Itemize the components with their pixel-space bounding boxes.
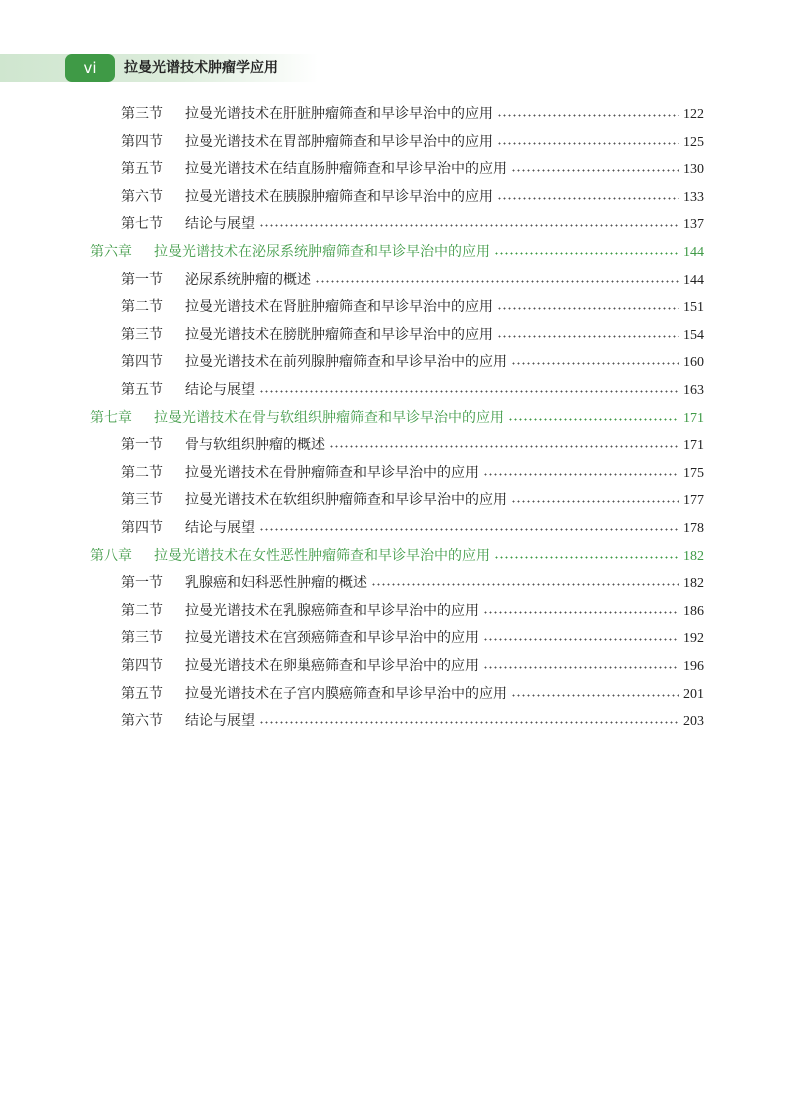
toc-entry-number: 第一节 — [121, 271, 163, 288]
toc-entry-page: 186 — [683, 603, 704, 619]
toc-section-entry[interactable] — [121, 156, 704, 183]
toc-entry-page: 175 — [683, 465, 704, 481]
dot-leader — [259, 528, 679, 531]
dot-leader — [494, 252, 679, 255]
toc-entry-number: 第三节 — [121, 630, 163, 647]
dot-leader — [497, 114, 679, 117]
toc-entry-title: 拉曼光谱技术在肝脏肿瘤筛查和早诊早治中的应用 — [185, 106, 493, 122]
dot-leader — [329, 445, 679, 448]
toc-section-entry[interactable] — [121, 322, 704, 349]
toc-entry-page: 125 — [683, 134, 704, 150]
toc-entry-title: 拉曼光谱技术在膀胱肿瘤筛查和早诊早治中的应用 — [185, 326, 493, 343]
toc-entry-page: 192 — [683, 631, 704, 647]
toc-entry-page: 203 — [683, 714, 704, 730]
toc-entry-title: 乳腺癌和妇科恶性肿瘤的概述 — [185, 575, 367, 592]
toc-entry-title: 拉曼光谱技术在子宫内膜癌筛查和早诊早治中的应用 — [185, 685, 507, 702]
toc-entry-number: 第五节 — [121, 382, 163, 398]
dot-leader — [483, 611, 679, 614]
dot-leader — [497, 197, 679, 200]
toc-section-entry[interactable] — [121, 460, 704, 487]
dot-leader — [497, 335, 679, 338]
toc-section-entry[interactable] — [121, 708, 704, 735]
dot-leader — [511, 362, 679, 365]
toc-entry-title: 拉曼光谱技术在胃部肿瘤筛查和早诊早治中的应用 — [185, 133, 493, 150]
dot-leader — [494, 556, 679, 559]
toc-entry-page: 137 — [683, 217, 704, 233]
dot-leader — [511, 500, 679, 503]
toc-entry-page: 133 — [683, 189, 704, 205]
toc-entry-page: 130 — [683, 162, 704, 178]
toc-entry-number: 第三节 — [121, 326, 163, 343]
toc-entry-page: 160 — [683, 355, 704, 371]
dot-leader — [483, 473, 679, 476]
toc-chapter-entry[interactable] — [90, 239, 704, 266]
dot-leader — [497, 307, 679, 310]
toc-entry-title: 拉曼光谱技术在女性恶性肿瘤筛查和早诊早治中的应用 — [154, 547, 490, 564]
page-number-badge: vi — [65, 54, 115, 82]
toc-entry-title: 结论与展望 — [185, 713, 255, 730]
toc-entry-title: 拉曼光谱技术在乳腺癌筛查和早诊早治中的应用 — [185, 602, 479, 619]
toc-entry-title: 结论与展望 — [185, 216, 255, 233]
toc-chapter-entry[interactable] — [90, 405, 704, 432]
toc-entry-number: 第二节 — [121, 299, 163, 316]
toc-entry-title: 拉曼光谱技术在结直肠肿瘤筛查和早诊早治中的应用 — [185, 161, 507, 178]
dot-leader — [508, 418, 679, 421]
toc-entry-title: 拉曼光谱技术在肾脏肿瘤筛查和早诊早治中的应用 — [185, 299, 493, 316]
toc-section-entry[interactable] — [121, 570, 704, 597]
toc-section-entry[interactable] — [121, 349, 704, 376]
toc-entry-title: 拉曼光谱技术在骨与软组织肿瘤筛查和早诊早治中的应用 — [154, 409, 504, 426]
dot-leader — [511, 694, 679, 697]
toc-entry-page: 163 — [683, 383, 704, 398]
toc-entry-title: 结论与展望 — [185, 382, 255, 398]
dot-leader — [483, 638, 679, 641]
toc-entry-number: 第五节 — [121, 685, 163, 702]
toc-section-entry[interactable] — [121, 487, 704, 514]
toc-section-entry[interactable] — [121, 432, 704, 459]
toc-entry-title: 拉曼光谱技术在卵巢癌筛查和早诊早治中的应用 — [185, 658, 479, 674]
toc-entry-number: 第六节 — [121, 188, 163, 205]
toc-section-entry[interactable] — [121, 681, 704, 708]
toc-section-entry[interactable] — [121, 377, 704, 404]
toc-entry-number: 第三节 — [121, 106, 163, 122]
toc-entry-page: 154 — [683, 327, 704, 343]
toc-entry-title: 泌尿系统肿瘤的概述 — [185, 271, 311, 288]
toc-entry-page: 201 — [683, 686, 704, 702]
toc-entry-number: 第二节 — [121, 602, 163, 619]
toc-section-entry[interactable] — [121, 294, 704, 321]
toc-entry-number: 第七章 — [90, 409, 132, 426]
toc-entry-number: 第八章 — [90, 547, 132, 564]
toc-entry-number: 第二节 — [121, 464, 163, 481]
dot-leader — [483, 666, 679, 669]
toc-entry-number: 第五节 — [121, 161, 163, 178]
toc-entry-page: 171 — [683, 410, 704, 426]
toc-entry-page: 144 — [683, 245, 704, 260]
toc-entry-title: 拉曼光谱技术在骨肿瘤筛查和早诊早治中的应用 — [185, 464, 479, 481]
dot-leader — [371, 583, 679, 586]
toc-entry-page: 144 — [683, 272, 704, 288]
toc-entry-title: 骨与软组织肿瘤的概述 — [185, 437, 325, 454]
toc-section-entry[interactable] — [121, 625, 704, 652]
toc-entry-number: 第四节 — [121, 133, 163, 150]
toc-entry-page: 182 — [683, 576, 704, 592]
toc-section-entry[interactable] — [121, 653, 704, 680]
toc-entry-title: 拉曼光谱技术在胰腺肿瘤筛查和早诊早治中的应用 — [185, 188, 493, 205]
toc-entry-page: 182 — [683, 548, 704, 564]
toc-entry-page: 171 — [683, 438, 704, 454]
toc-section-entry[interactable] — [121, 211, 704, 238]
toc-entry-number: 第四节 — [121, 354, 163, 371]
toc-section-entry[interactable] — [121, 598, 704, 625]
book-title: 拉曼光谱技术肿瘤学应用 — [124, 60, 278, 76]
toc-entry-page: 178 — [683, 521, 704, 536]
dot-leader — [315, 280, 679, 283]
toc-entry-title: 拉曼光谱技术在泌尿系统肿瘤筛查和早诊早治中的应用 — [154, 244, 490, 260]
dot-leader — [259, 390, 679, 393]
toc-entry-page: 196 — [683, 659, 704, 674]
toc-entry-page: 122 — [683, 107, 704, 122]
toc-entry-title: 结论与展望 — [185, 520, 255, 536]
toc-entry-page: 151 — [683, 300, 704, 316]
toc-entry-title: 拉曼光谱技术在宫颈癌筛查和早诊早治中的应用 — [185, 630, 479, 647]
toc-entry-number: 第一节 — [121, 437, 163, 454]
dot-leader — [259, 224, 679, 227]
toc-entry-title: 拉曼光谱技术在前列腺肿瘤筛查和早诊早治中的应用 — [185, 354, 507, 371]
toc-entry-number: 第四节 — [121, 520, 163, 536]
dot-leader — [259, 721, 679, 724]
toc-entry-number: 第三节 — [121, 492, 163, 509]
toc-section-entry[interactable] — [121, 515, 704, 542]
toc-entry-page: 177 — [683, 493, 704, 509]
toc-entry-number: 第六章 — [90, 244, 132, 260]
toc-entry-title: 拉曼光谱技术在软组织肿瘤筛查和早诊早治中的应用 — [185, 492, 507, 509]
toc-section-entry[interactable] — [121, 184, 704, 211]
toc-entry-number: 第七节 — [121, 216, 163, 233]
dot-leader — [497, 142, 679, 145]
toc-section-entry[interactable] — [121, 101, 704, 128]
toc-entry-number: 第四节 — [121, 658, 163, 674]
toc-section-entry[interactable] — [121, 129, 704, 156]
toc-section-entry[interactable] — [121, 267, 704, 294]
toc-entry-number: 第一节 — [121, 575, 163, 592]
toc-entry-number: 第六节 — [121, 713, 163, 730]
toc-chapter-entry[interactable] — [90, 543, 704, 570]
dot-leader — [511, 169, 679, 172]
